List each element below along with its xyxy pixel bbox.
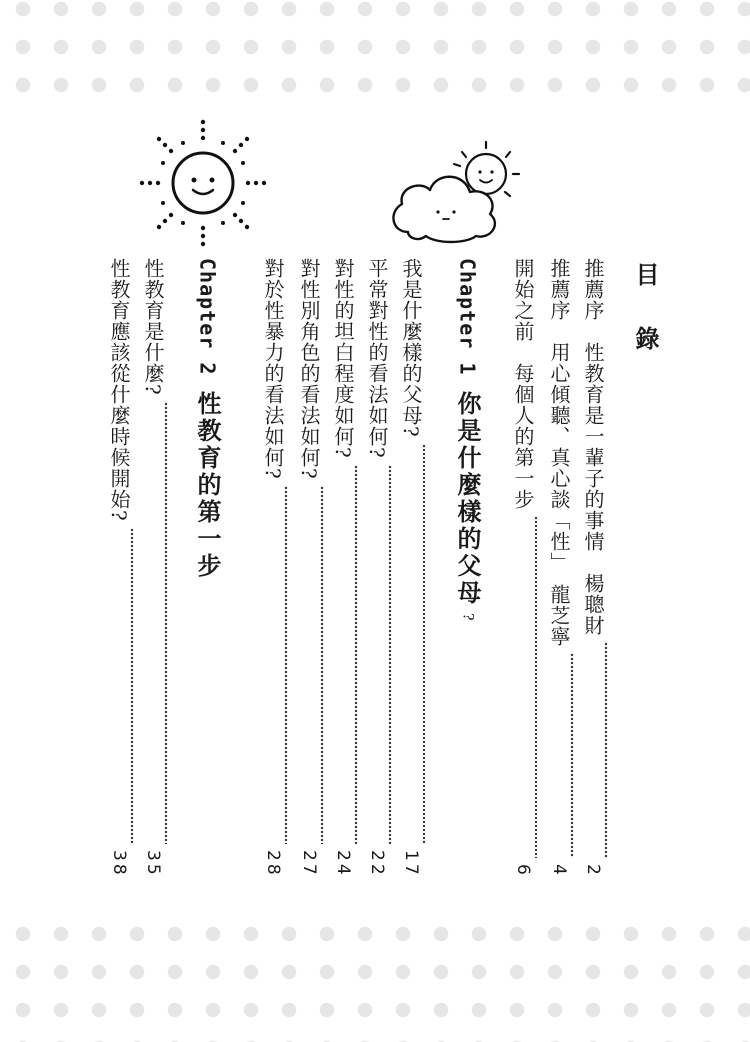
cloud-sun-illustration [386, 132, 536, 250]
toc-entry-title: 對於性暴力的看法如何? [261, 258, 285, 480]
toc-entry[interactable] [544, 258, 574, 878]
toc-entry-title: 我是什麼樣的父母? [399, 258, 423, 438]
toc-entry-title: 性教育應該從什麼時候開始? [107, 258, 131, 522]
dot-leader [354, 465, 358, 845]
chapter-label: Chapter 2 [195, 258, 220, 376]
toc-entry-title: 開始之前 每個人的第一步 [511, 258, 535, 510]
toc-heading: 目錄 [631, 262, 659, 390]
dot-leader [422, 444, 426, 845]
toc-entry-title: 推薦序 用心傾聽、真心談「性」 龍芝寧 [547, 258, 571, 647]
toc-entry[interactable] [508, 258, 538, 878]
dot-leader [604, 642, 608, 858]
toc-entry[interactable] [258, 258, 288, 878]
toc-entry-page: 38 [109, 850, 129, 878]
dot-leader [570, 653, 574, 858]
chapter-title: 你是什麼樣的父母 [453, 391, 481, 608]
dot-leader [320, 486, 324, 845]
toc-entry-page: 4 [549, 864, 569, 878]
dot-leader [284, 486, 288, 845]
toc-entry-title: 對性別角色的看法如何? [297, 258, 321, 480]
toc-entry-page: 2 [583, 864, 603, 878]
toc-entry[interactable] [362, 258, 392, 878]
toc-entry-page: 22 [367, 850, 387, 878]
toc-entry-page: 28 [263, 850, 283, 878]
toc-entry[interactable] [396, 258, 426, 878]
chapter-1-header[interactable] [450, 258, 485, 621]
toc-entry-page: 27 [299, 850, 319, 878]
chapter-title-suffix: ? [459, 613, 476, 621]
toc-entry[interactable] [294, 258, 324, 878]
toc-entry[interactable] [578, 258, 608, 878]
dot-leader [534, 516, 538, 858]
toc-entry[interactable] [138, 258, 168, 878]
dot-leader [164, 402, 168, 845]
toc-entry-title: 平常對性的看法如何? [365, 258, 389, 459]
dot-leader [130, 528, 134, 845]
toc-entry-title: 推薦序 性教育是一輩子的事情 楊聰財 [581, 258, 605, 636]
toc-entry-page: 24 [333, 850, 353, 878]
sun-illustration [138, 118, 268, 248]
toc-entry[interactable] [328, 258, 358, 878]
toc-entry-page: 35 [143, 850, 163, 878]
toc-entry-page: 6 [513, 864, 533, 878]
toc-entry[interactable] [104, 258, 134, 878]
chapter-title: 性教育的第一步 [193, 391, 221, 581]
chapter-2-header[interactable] [190, 258, 225, 580]
dot-leader [388, 465, 392, 845]
chapter-label: Chapter 1 [455, 258, 480, 376]
toc-entry-page: 17 [401, 850, 421, 878]
toc-entry-title: 性教育是什麼? [141, 258, 165, 396]
toc-entry-title: 對性的坦白程度如何? [331, 258, 355, 459]
